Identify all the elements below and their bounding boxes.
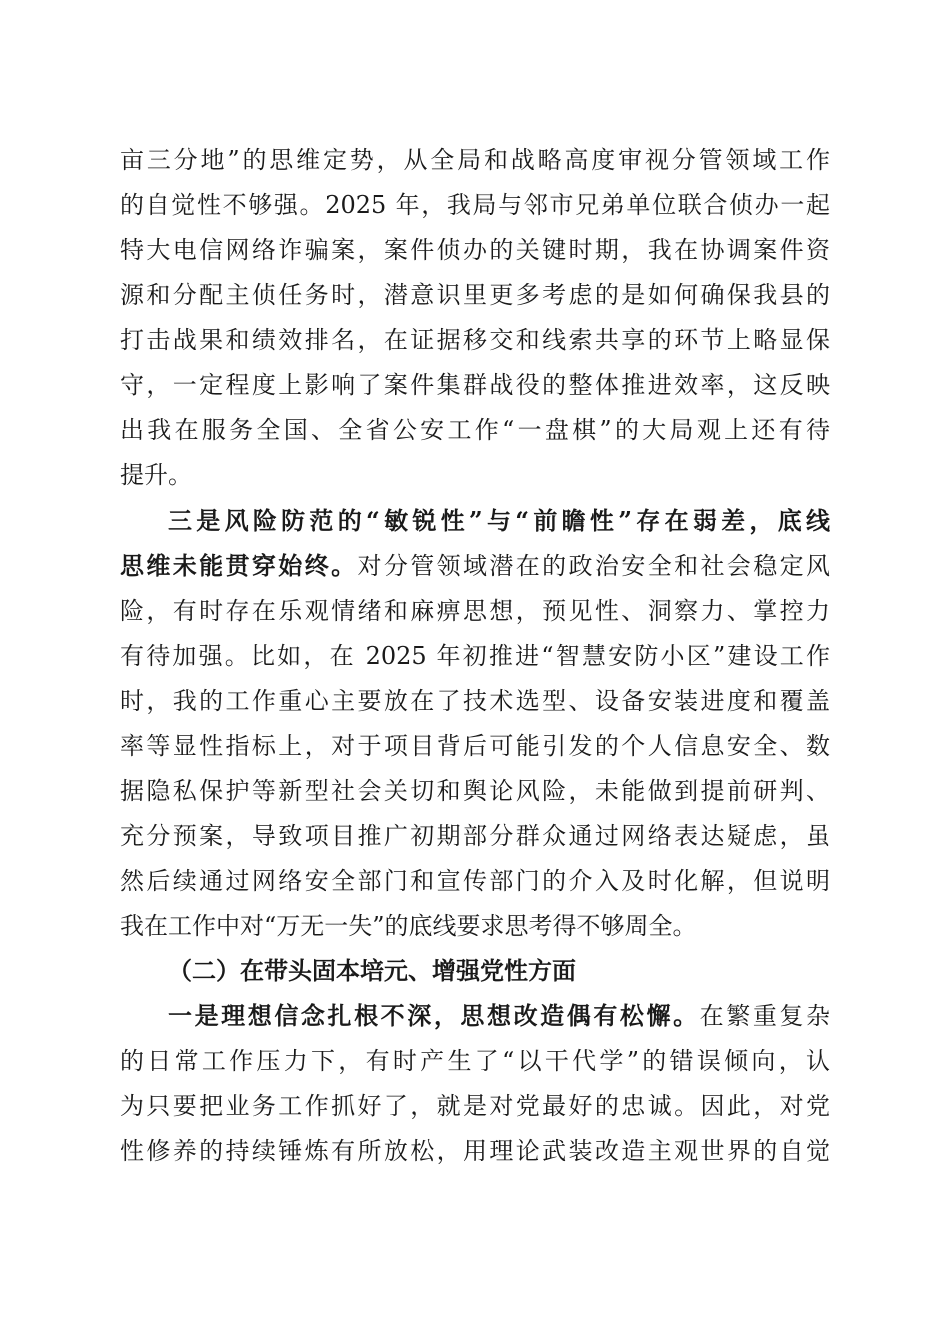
paragraph-lead-line [168, 503, 830, 539]
paragraph-line: 特大电信网络诈骗案，案件侦办的关键时期，我在协调案件资 [120, 236, 830, 264]
paragraph-lead-text: 思维未能贯穿始终。 [120, 551, 358, 580]
paragraph-line [120, 548, 830, 584]
paragraph-line: 打击战果和绩效排名，在证据移交和线索共享的环节上略显保 [120, 326, 830, 354]
paragraph-line: 有待加强。比如，在 2025 年初推进“智慧安防小区”建设工作 [120, 642, 830, 670]
paragraph-line: 守，一定程度上影响了案件集群战役的整体推进效率，这反映 [120, 371, 830, 399]
paragraph-line: 性修养的持续锤炼有所放松，用理论武装改造主观世界的自觉 [120, 1137, 830, 1165]
paragraph-line: 率等显性指标上，对于项目背后可能引发的个人信息安全、数 [120, 732, 830, 760]
paragraph-text: 对分管领域潜在的政治安全和社会稳定风 [357, 552, 831, 580]
paragraph-line: 为只要把业务工作抓好了，就是对党最好的忠诚。因此，对党 [120, 1092, 830, 1120]
paragraph-line: 我在工作中对“万无一失”的底线要求思考得不够周全。 [120, 912, 697, 940]
paragraph-line: 源和分配主侦任务时，潜意识里更多考虑的是如何确保我县的 [120, 281, 830, 309]
paragraph-line: 充分预案，导致项目推广初期部分群众通过网络表达疑虑，虽 [120, 822, 830, 850]
section-heading: （二）在带头固本培元、增强党性方面 [168, 957, 576, 985]
paragraph-line: 时，我的工作重心主要放在了技术选型、设备安装进度和覆盖 [120, 687, 830, 715]
paragraph-text: 在繁重复杂 [699, 1002, 831, 1030]
paragraph-lead-line [168, 998, 830, 1034]
paragraph-lead-text: 一是理想信念扎根不深，思想改造偶有松懈。 [168, 1001, 700, 1030]
paragraph-line: 然后续通过网络安全部门和宣传部门的介入及时化解，但说明 [120, 867, 830, 895]
paragraph-line: 亩三分地”的思维定势，从全局和战略高度审视分管领域工作 [120, 146, 830, 174]
paragraph-lead-text: 三是风险防范的“敏锐性”与“前瞻性”存在弱差，底线 [168, 506, 830, 535]
paragraph-line: 的日常工作压力下，有时产生了“以干代学”的错误倾向，认 [120, 1047, 830, 1075]
paragraph-line: 据隐私保护等新型社会关切和舆论风险，未能做到提前研判、 [120, 777, 830, 805]
paragraph-line: 提升。 [120, 461, 192, 489]
paragraph-line: 出我在服务全国、全省公安工作“一盘棋”的大局观上还有待 [120, 416, 830, 444]
paragraph-line: 险，有时存在乐观情绪和麻痹思想，预见性、洞察力、掌控力 [120, 597, 830, 625]
paragraph-line: 的自觉性不够强。2025 年，我局与邻市兄弟单位联合侦办一起 [120, 191, 830, 219]
